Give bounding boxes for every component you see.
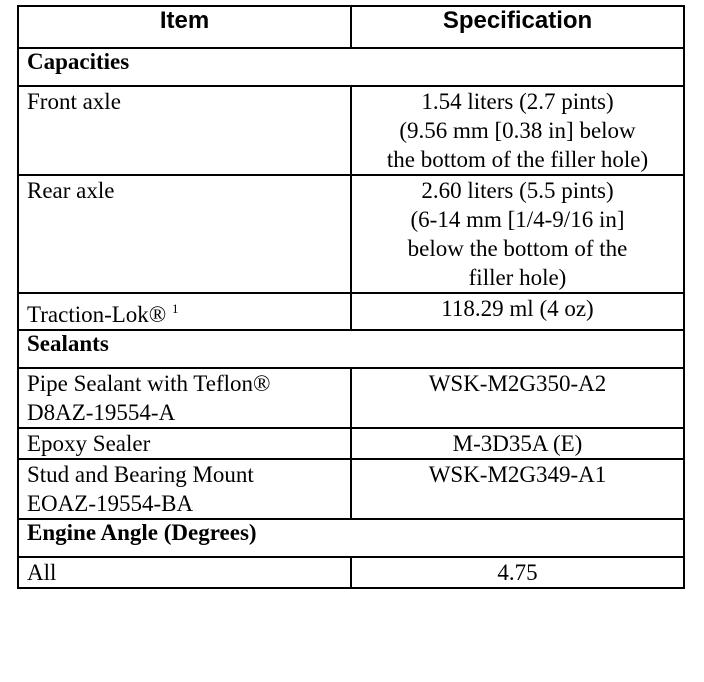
section-title-sealants: Sealants	[18, 330, 684, 368]
item-cell	[18, 368, 351, 428]
item-cell: Epoxy Sealer	[18, 428, 351, 459]
table-row	[18, 459, 684, 519]
spec-line: the bottom of the filler hole)	[386, 147, 649, 172]
header-row	[18, 6, 684, 48]
spec-line: 2.60 liters (5.5 pints)	[421, 178, 614, 203]
item-cell	[18, 459, 351, 519]
item-cell: Rear axle	[18, 175, 351, 293]
item-line: Stud and Bearing Mount	[27, 462, 254, 487]
section-title-engine-angle: Engine Angle (Degrees)	[18, 519, 684, 557]
spec-cell: WSK-M2G349-A1	[351, 459, 684, 519]
table-row	[18, 86, 684, 175]
spec-line: filler hole)	[468, 265, 567, 290]
specification-column-header: Specification	[351, 6, 684, 48]
table-row	[18, 428, 684, 459]
spec-line: below the bottom of the	[407, 236, 628, 261]
item-line: EOAZ-19554-BA	[27, 491, 194, 516]
table-row	[18, 293, 684, 330]
section-title-capacities: Capacities	[18, 48, 684, 86]
spec-cell	[351, 175, 684, 293]
section-row-engine-angle	[18, 519, 684, 557]
spec-cell: WSK-M2G350-A2	[351, 368, 684, 428]
spec-line: (6-14 mm [1/4-9/16 in]	[410, 207, 625, 232]
table-row	[18, 368, 684, 428]
section-row-capacities	[18, 48, 684, 86]
spec-cell: 4.75	[351, 557, 684, 588]
table-row	[18, 557, 684, 588]
spec-cell: 118.29 ml (4 oz)	[351, 293, 684, 330]
item-cell: Front axle	[18, 86, 351, 175]
spec-line: 1.54 liters (2.7 pints)	[421, 89, 614, 114]
item-cell	[18, 293, 351, 330]
section-row-sealants	[18, 330, 684, 368]
item-line: D8AZ-19554-A	[27, 400, 176, 425]
item-text: Traction-Lok®	[27, 302, 167, 327]
item-column-header: Item	[18, 6, 351, 48]
spec-line: (9.56 mm [0.38 in] below	[399, 118, 636, 143]
table-row	[18, 175, 684, 293]
spec-cell: M-3D35A (E)	[351, 428, 684, 459]
item-line: Pipe Sealant with Teflon®	[27, 371, 271, 396]
item-cell: All	[18, 557, 351, 588]
specification-table	[17, 5, 685, 589]
spec-cell	[351, 86, 684, 175]
footnote-marker: 1	[172, 301, 179, 316]
